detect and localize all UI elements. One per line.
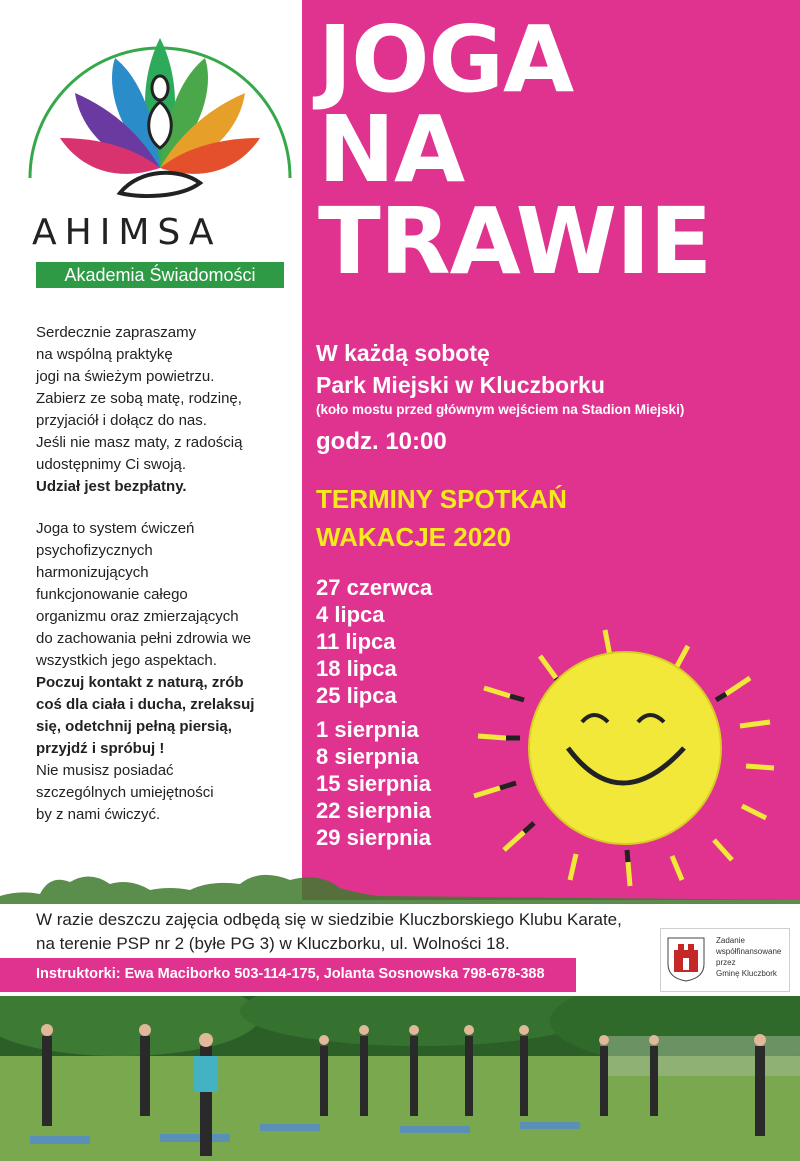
date-item: 8 sierpnia — [316, 744, 419, 769]
intro-line: udostępnimy Ci swoją. — [36, 456, 187, 473]
about-line: funkcjonowanie całego — [36, 586, 188, 603]
about-line: harmonizujących — [36, 564, 149, 581]
schedule-heading: TERMINY SPOTKAŃ — [316, 484, 567, 514]
ahimsa-lotus-logo — [20, 18, 300, 218]
schedule-subheading: WAKACJE 2020 — [316, 522, 512, 552]
sponsor-text-line: Gminę Kluczbork — [716, 969, 777, 978]
intro-line: jogi na świeżym powietrzu. — [36, 368, 215, 385]
about-line: Joga to system ćwiczeń — [36, 520, 195, 537]
tree-line-decoration — [0, 860, 800, 904]
logo-wordmark: AHIMSA — [32, 212, 222, 253]
yoga-group-illustration — [0, 996, 800, 1161]
about-bold-line: Poczuj kontakt z naturą, zrób — [36, 674, 244, 691]
date-item: 27 czerwca — [316, 575, 433, 600]
intro-paragraph — [36, 322, 242, 498]
instructors-contact: Instruktorki: Ewa Maciborko 503-114-175, Jolanta Sosnowska 798-678-388 — [36, 966, 545, 982]
event-location: Park Miejski w Kluczborku — [316, 372, 605, 398]
sponsor-text-line: przez — [716, 958, 736, 967]
about-line: by z nami ćwiczyć. — [36, 806, 161, 823]
date-item: 11 lipca — [316, 629, 396, 654]
intro-line: na wspólną praktykę — [36, 346, 173, 363]
about-line: Nie musisz posiadać — [36, 762, 174, 779]
about-line: organizmu oraz zmierzających — [36, 608, 239, 625]
about-paragraph — [36, 518, 254, 826]
free-participation-note: Udział jest bezpłatny. — [36, 478, 187, 495]
date-item: 22 sierpnia — [316, 798, 431, 823]
about-bold-line: coś dla ciała i ducha, zrelaksuj — [36, 696, 255, 713]
intro-line: Zabierz ze sobą matę, rodzinę, — [36, 390, 242, 407]
about-bold-line: się, odetchnij pełną piersią, — [36, 718, 232, 735]
date-item: 1 sierpnia — [316, 717, 419, 742]
about-line: szczególnych umiejętności — [36, 784, 214, 801]
about-bold-line: przyjdź i spróbuj ! — [36, 740, 165, 757]
kluczbork-coat-of-arms-icon — [666, 936, 706, 982]
group-yoga-photo — [0, 996, 800, 1161]
sponsor-text-line: Zadanie — [716, 936, 745, 945]
event-time: godz. 10:00 — [316, 428, 447, 455]
event-location-note: (koło mostu przed głównym wejściem na Stadion Miejski) — [316, 402, 685, 417]
logo-subtitle-banner: Akademia Świadomości — [36, 262, 284, 288]
date-item: 18 lipca — [316, 656, 397, 681]
title-line-1: JOGA — [318, 6, 574, 113]
date-item: 4 lipca — [316, 602, 385, 627]
date-item: 25 lipca — [316, 683, 397, 708]
rain-notice-line-1: W razie deszczu zajęcia odbędą się w siedzibie Kluczborskiego Klubu Karate, — [36, 910, 622, 929]
date-item: 15 sierpnia — [316, 771, 431, 796]
intro-line: Jeśli nie masz maty, z radością — [36, 434, 243, 451]
about-line: psychofizycznych — [36, 542, 153, 559]
smiling-sun-illustration — [470, 618, 790, 896]
title-line-3: TRAWIE — [318, 188, 712, 295]
title-line-2: NA — [318, 96, 465, 203]
event-day: W każdą sobotę — [316, 340, 490, 366]
about-line: do zachowania pełni zdrowia we — [36, 630, 252, 647]
intro-line: przyjaciół i dołącz do nas. — [36, 412, 207, 429]
about-line: wszystkich jego aspektach. — [36, 652, 217, 669]
date-item: 29 sierpnia — [316, 825, 431, 850]
sponsor-text-line: współfinansowane — [716, 947, 782, 956]
intro-line: Serdecznie zapraszamy — [36, 324, 197, 341]
rain-notice-line-2: na terenie PSP nr 2 (byłe PG 3) w Kluczborku, ul. Wolności 18. — [36, 934, 510, 953]
